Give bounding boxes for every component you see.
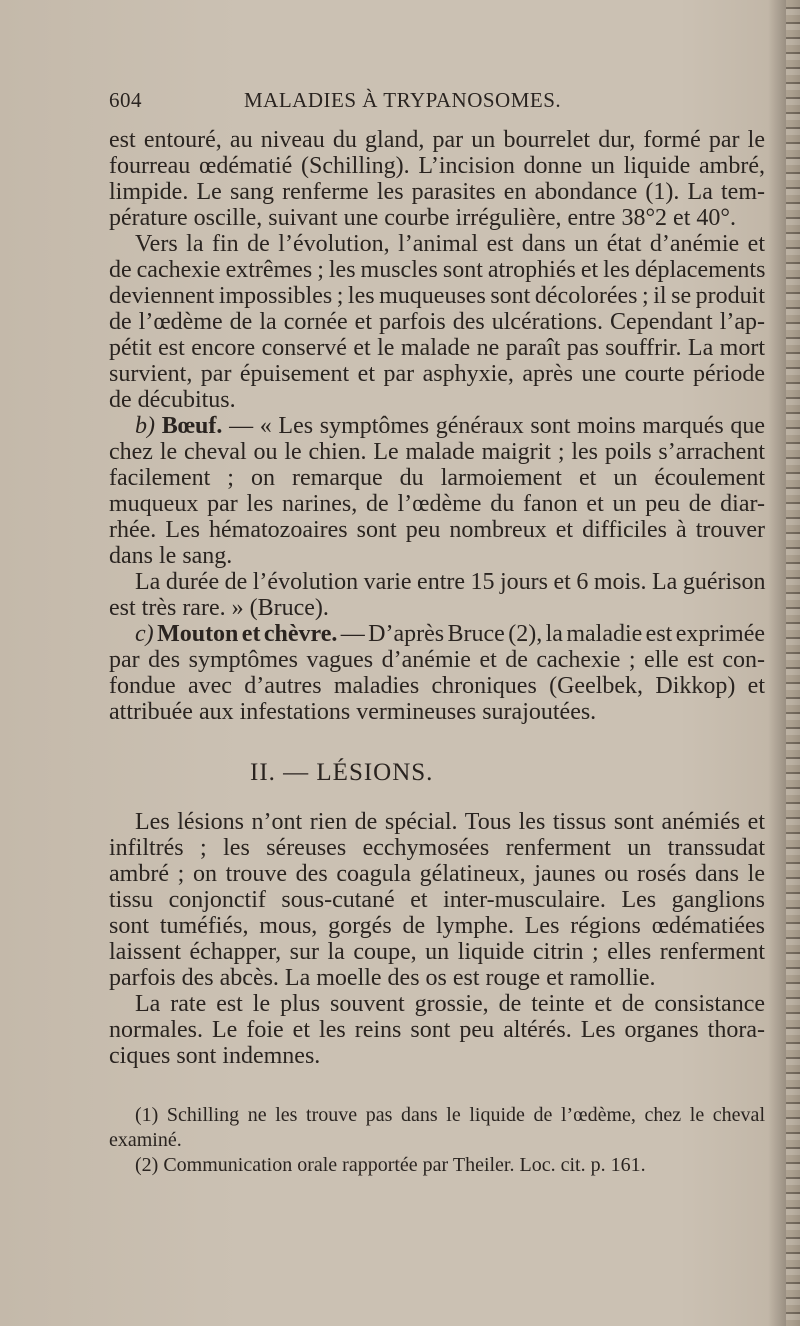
item-label: c) <box>135 621 154 647</box>
text-line-boeuf <box>109 413 765 439</box>
text-line: ambré ; on trouve des coagula gélatineux, jaunes ou rosés dans le <box>109 861 765 887</box>
text-line: survient, par épuisement et par asphyxie, après une courte période <box>109 361 765 387</box>
subheading-mouton: Mouton et chèvre. <box>157 621 338 647</box>
text-line: Vers la fin de l’évolution, l’animal est dans un état d’anémie et <box>135 231 765 257</box>
text-line: rhée. Les hématozoaires sont peu nombreux et difficiles à trouver <box>109 517 765 543</box>
section-heading: II. — LÉSIONS. <box>250 759 434 786</box>
footnote-line: (1) Schilling ne les trouve pas dans le liquide de l’œdème, chez le cheval <box>135 1104 765 1126</box>
page-number: 604 <box>109 88 142 112</box>
text-line: sont tuméfiés, mous, gorgés de lymphe. Les régions œdématiées <box>109 913 765 939</box>
text-line: de cachexie extrêmes ; les muscles sont atrophiés et les déplacements <box>109 257 766 283</box>
text-line: est entouré, au niveau du gland, par un bourrelet dur, formé par le <box>109 127 765 153</box>
running-title: MALADIES À TRYPANOSOMES. <box>244 88 562 112</box>
text-line: ciques sont indemnes. <box>109 1043 321 1069</box>
text-line: deviennent impossibles ; les muqueuses sont décolorées ; il se produit <box>109 283 765 309</box>
text-line: par des symptômes vagues d’anémie et de cachexie ; elle est con- <box>109 647 765 673</box>
text-fragment: — D’après Bruce (2), la maladie est exprimée <box>340 621 766 647</box>
text-line: de décubitus. <box>109 387 236 413</box>
text-line: pétit est encore conservé et le malade ne paraît pas souffrir. La mort <box>109 335 765 361</box>
text-line: pérature oscille, suivant une courbe irrégulière, entre 38°2 et 40°. <box>109 205 736 231</box>
text-line: fondue avec d’autres maladies chroniques (Geelbek, Dikkop) et <box>109 673 765 699</box>
text-line: limpide. Le sang renferme les parasites en abondance (1). La tem- <box>109 179 765 205</box>
text-line: La durée de l’évolution varie entre 15 jours et 6 mois. La guérison <box>135 569 766 595</box>
text-line: normales. Le foie et les reins sont peu altérés. Les organes thora- <box>109 1017 765 1043</box>
body-text-part1 <box>109 127 765 725</box>
text-line: Les lésions n’ont rien de spécial. Tous les tissus sont anémiés et <box>135 809 765 835</box>
text-line: est très rare. » (Bruce). <box>109 595 329 621</box>
text-line: tissu conjonctif sous-cutané et inter-musculaire. Les ganglions <box>109 887 765 913</box>
subheading-boeuf: Bœuf. <box>161 413 223 439</box>
page-edge <box>786 0 800 1326</box>
text-fragment: — « Les symptômes généraux sont moins marqués que <box>229 413 766 439</box>
page-header <box>109 88 765 114</box>
text-line: de l’œdème de la cornée et parfois des ulcérations. Cependant l’ap- <box>109 309 765 335</box>
text-line: laissent échapper, sur la coupe, un liquide citrin ; elles renferment <box>109 939 765 965</box>
body-text-part2 <box>109 809 765 1069</box>
text-line: infiltrés ; les séreuses ecchymosées renferment un transsudat <box>109 835 765 861</box>
text-line: parfois des abcès. La moelle des os est rouge et ramollie. <box>109 965 656 991</box>
text-line: La rate est le plus souvent grossie, de teinte et de consistance <box>135 991 765 1017</box>
text-line: muqueux par les narines, de l’œdème du fanon et un peu de diar- <box>109 491 765 517</box>
text-line-mouton <box>109 621 765 647</box>
text-line: fourreau œdématié (Schilling). L’incision donne un liquide ambré, <box>109 153 765 179</box>
text-line: attribuée aux infestations vermineuses surajoutées. <box>109 699 597 725</box>
footnote-line: examiné. <box>109 1129 182 1151</box>
item-label: b) <box>135 413 155 439</box>
text-line: facilement ; on remarque du larmoiement et un écoulement <box>109 465 765 491</box>
text-line: chez le cheval ou le chien. Le malade maigrit ; les poils s’arrachent <box>109 439 765 465</box>
text-line: dans le sang. <box>109 543 233 569</box>
footnote-line: (2) Communication orale rapportée par Theiler. Loc. cit. p. 161. <box>135 1154 646 1176</box>
footnotes <box>109 1103 765 1178</box>
